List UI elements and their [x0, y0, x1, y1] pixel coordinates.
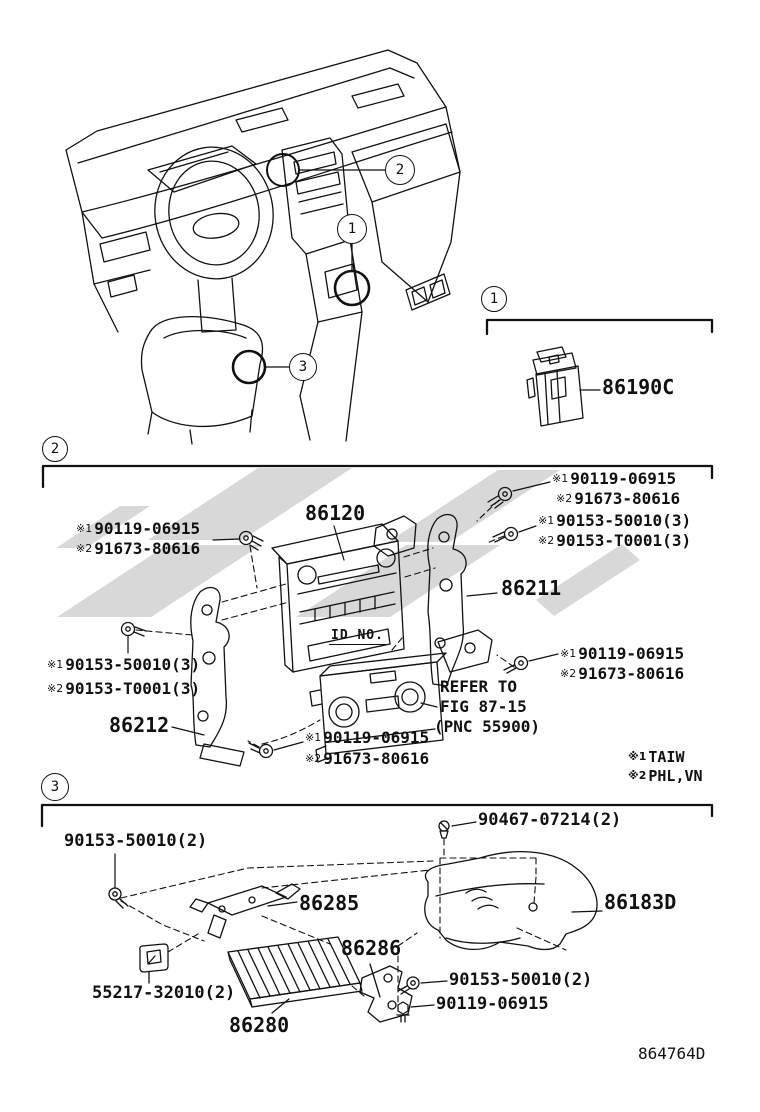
fastener-number: 91673-80616 [574, 489, 681, 508]
fastener-label-left-screw-2 [47, 680, 200, 698]
part-label-86212: 86212 [109, 713, 170, 737]
callout-2-badge [385, 155, 415, 185]
star2-prefix: ※2 [556, 492, 573, 505]
star1-prefix: ※1 [47, 658, 64, 671]
id-no-label: ID NO. [329, 629, 386, 645]
callout-3-badge [289, 353, 317, 381]
fastener-label-right-screw-1 [538, 512, 691, 530]
note-taiw [628, 749, 684, 766]
star2-prefix: ※2 [305, 752, 322, 765]
star2-prefix: ※2 [76, 542, 93, 555]
fastener-number: 90119-06915 [323, 728, 430, 747]
part-label-90119: 90119-06915 [436, 994, 549, 1014]
fastener-label-bottom-1 [305, 729, 429, 747]
section-1-number: 1 [489, 291, 499, 307]
part-label-86285: 86285 [299, 891, 360, 915]
fastener-label-left-top-1 [76, 520, 200, 538]
fastener-label-left-top-2 [76, 540, 200, 558]
star1-prefix: ※1 [305, 731, 322, 744]
callout-1-number: 1 [347, 221, 357, 237]
part-label-90153-left: 90153-50010(2) [64, 831, 208, 851]
section-2-marker [42, 436, 68, 462]
section-2-number: 2 [50, 441, 60, 457]
refer-to-line3: (PNC 55900) [434, 717, 540, 736]
cover-86183d-drawing [425, 852, 602, 950]
fastener-number: 90119-06915 [94, 519, 201, 538]
fastener-number: 90153-T0001(3) [65, 679, 201, 698]
part-label-55217: 55217-32010(2) [92, 983, 236, 1003]
note-text: PHL,VN [648, 767, 703, 785]
star2-prefix: ※2 [560, 667, 577, 680]
fastener-label-right-top-2 [556, 490, 680, 508]
fastener-label-left-screw-1 [47, 656, 200, 674]
clip-55217-drawing [140, 944, 168, 983]
fastener-number: 90119-06915 [570, 469, 677, 488]
figure-number: 864764D [638, 1044, 706, 1063]
section-3-number: 3 [50, 779, 60, 795]
part-label-86190c: 86190C [602, 375, 675, 399]
part-label-90467: 90467-07214(2) [478, 810, 622, 830]
part-label-86120: 86120 [305, 501, 366, 525]
fastener-label-right-screw-2 [538, 532, 691, 550]
star1-prefix: ※1 [538, 514, 555, 527]
fastener-label-right-top-1 [552, 470, 676, 488]
refer-to-line1: REFER TO [440, 677, 518, 696]
note-phl-vn [628, 768, 703, 785]
part-label-86280: 86280 [229, 1013, 290, 1037]
callout-3-number: 3 [298, 359, 308, 375]
part-label-86286: 86286 [341, 936, 402, 960]
receiver-86190c-drawing [527, 347, 600, 426]
callout-1-badge [337, 214, 367, 244]
bracket-86212-drawing [191, 588, 244, 766]
star1-prefix: ※1 [552, 472, 569, 485]
fastener-number: 90153-50010(3) [65, 655, 201, 674]
fastener-number: 90119-06915 [578, 644, 685, 663]
fastener-number: 90153-50010(3) [556, 511, 692, 530]
section-1-marker [481, 286, 507, 312]
fastener-number: 91673-80616 [578, 664, 685, 683]
star1-prefix: ※1 [560, 647, 577, 660]
fastener-number: 91673-80616 [323, 749, 430, 768]
star2-prefix: ※2 [47, 682, 64, 695]
callout-2-number: 2 [395, 162, 405, 178]
note-text: TAIW [648, 748, 685, 766]
part-label-90153-right: 90153-50010(2) [449, 970, 593, 990]
dashboard-illustration [66, 50, 460, 444]
fastener-label-right-mid-1 [560, 645, 684, 663]
star1-prefix: ※1 [628, 750, 647, 763]
star2-prefix: ※2 [538, 534, 555, 547]
fastener-label-bottom-2 [305, 750, 429, 768]
fastener-number: 91673-80616 [94, 539, 201, 558]
fastener-number: 90153-T0001(3) [556, 531, 692, 550]
star2-prefix: ※2 [628, 769, 647, 782]
part-label-86183d: 86183D [604, 890, 677, 914]
refer-to-line2: FIG 87-15 [440, 697, 527, 716]
section-3-marker [41, 773, 69, 801]
fastener-label-right-mid-2 [560, 665, 684, 683]
bracket-86285-drawing [190, 884, 300, 938]
part-label-86211: 86211 [501, 576, 562, 600]
star1-prefix: ※1 [76, 522, 93, 535]
